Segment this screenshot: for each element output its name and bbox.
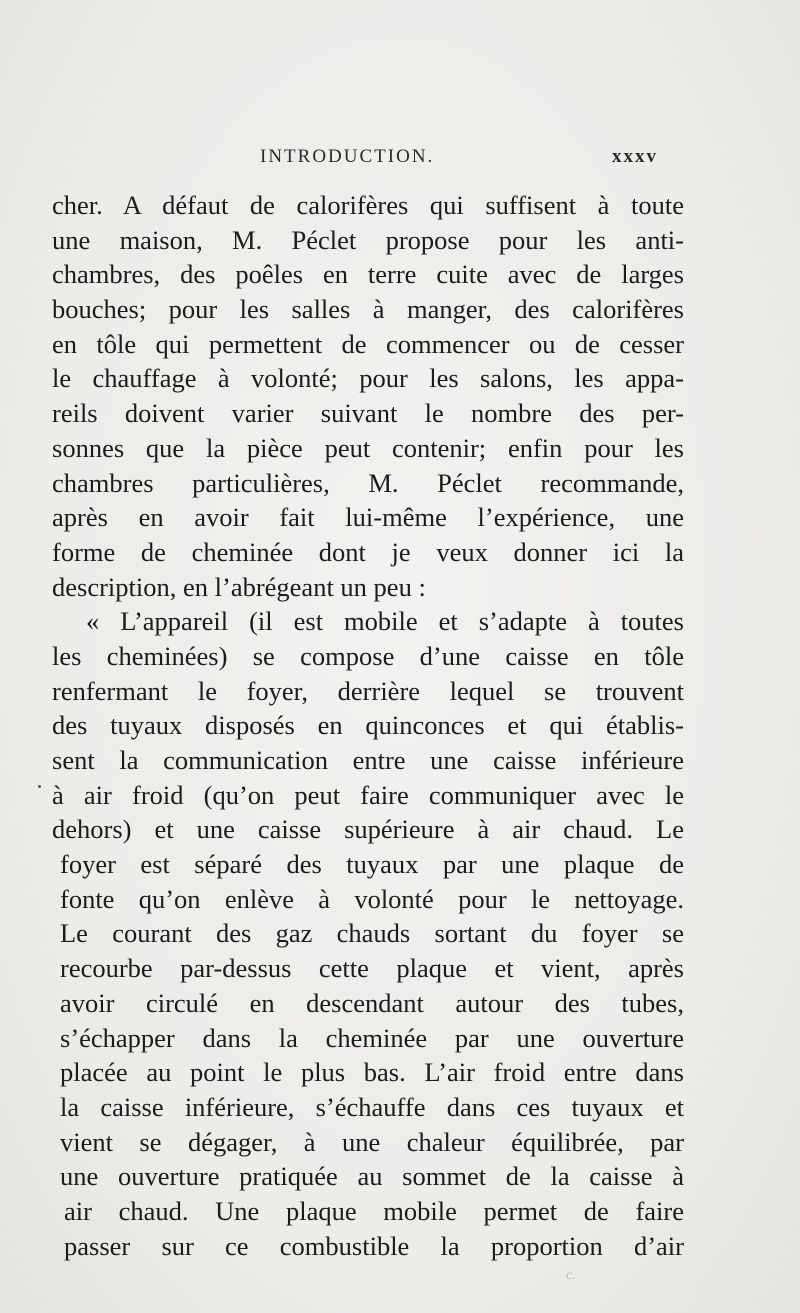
text-line: le chauffage à volonté; pour les salons, les appa- bbox=[52, 363, 684, 394]
text-line: passer sur ce combustible la proportion d’air bbox=[64, 1230, 684, 1261]
text-line: foyer est séparé des tuyaux par une plaque de bbox=[60, 849, 684, 880]
text-line: air chaud. Une plaque mobile permet de faire bbox=[64, 1195, 684, 1226]
text-line: forme de cheminée dont je veux donner ici la bbox=[52, 536, 684, 567]
text-line: reils doivent varier suivant le nombre des per- bbox=[52, 398, 684, 429]
text-line: description, en l’abrégeant un peu : bbox=[52, 571, 426, 602]
text-line: des tuyaux disposés en quinconces et qui établis- bbox=[52, 710, 684, 741]
text-line: fonte qu’on enlève à volonté pour le nettoyage. bbox=[60, 883, 684, 914]
running-head bbox=[0, 146, 800, 170]
text-line: en tôle qui permettent de commencer ou de cesser bbox=[52, 328, 684, 359]
text-line: s’échapper dans la cheminée par une ouverture bbox=[60, 1022, 684, 1053]
text-line: bouches; pour les salles à manger, des calorifères bbox=[52, 294, 684, 325]
text-line: recourbe par-dessus cette plaque et vient, après bbox=[60, 953, 684, 984]
text-line: sonnes que la pièce peut contenir; enfin pour les bbox=[52, 432, 684, 463]
text-line: « L’appareil (il est mobile et s’adapte à toutes bbox=[86, 606, 684, 637]
page-number: xxxv bbox=[612, 146, 658, 167]
text-line: placée au point le plus bas. L’air froid entre dans bbox=[60, 1057, 684, 1088]
text-line: une maison, M. Péclet propose pour les anti- bbox=[52, 224, 684, 255]
faint-corner-mark: c. bbox=[566, 1268, 576, 1283]
text-line: sent la communication entre une caisse inférieure bbox=[52, 745, 684, 775]
text-line: cher. A défaut de calorifères qui suffisent à toute bbox=[52, 190, 684, 220]
text-line: une ouverture pratiquée au sommet de la caisse à bbox=[60, 1161, 684, 1192]
text-line: renfermant le foyer, derrière lequel se trouvent bbox=[52, 675, 684, 706]
text-line: vient se dégager, à une chaleur équilibrée, par bbox=[60, 1126, 684, 1157]
text-line: dehors) et une caisse supérieure à air chaud. Le bbox=[52, 814, 684, 845]
ink-speck bbox=[38, 785, 41, 788]
text-line: avoir circulé en descendant autour des tubes, bbox=[60, 987, 684, 1018]
text-line: après en avoir fait lui-même l’expérience, une bbox=[52, 502, 684, 533]
text-line: chambres particulières, M. Péclet recommande, bbox=[52, 467, 684, 498]
body-text bbox=[52, 188, 684, 1263]
running-head-title: INTRODUCTION. bbox=[260, 146, 435, 167]
text-line: chambres, des poêles en terre cuite avec de larges bbox=[52, 259, 684, 290]
text-line: les cheminées) se compose d’une caisse en tôle bbox=[52, 640, 684, 671]
text-line: à air froid (qu’on peut faire communiquer avec le bbox=[52, 779, 684, 810]
text-line: la caisse inférieure, s’échauffe dans ces tuyaux et bbox=[60, 1091, 684, 1122]
text-line: Le courant des gaz chauds sortant du foyer se bbox=[60, 918, 684, 949]
